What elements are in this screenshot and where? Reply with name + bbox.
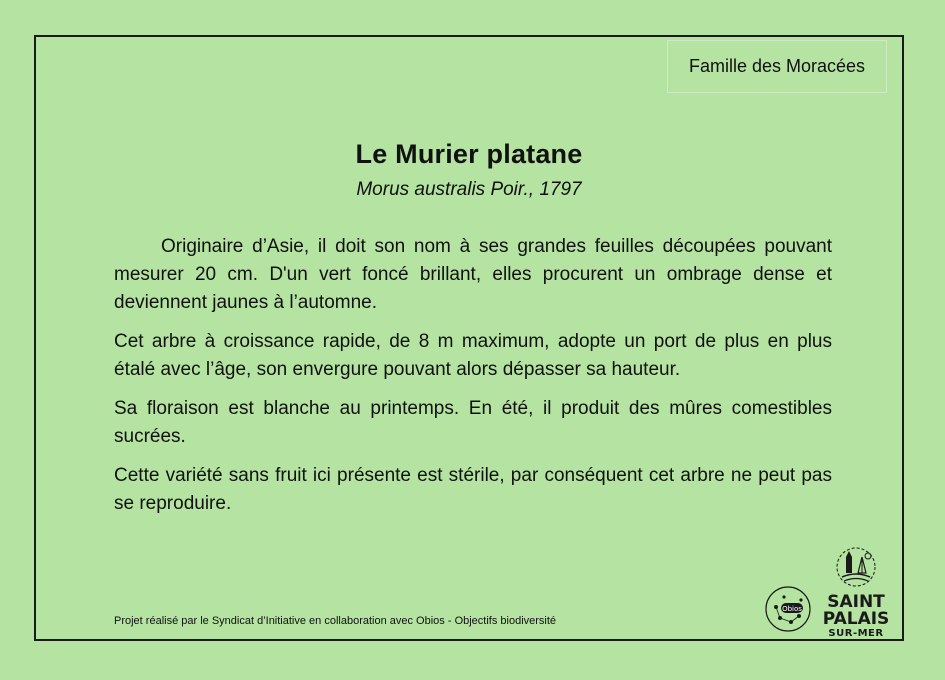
page-title: Le Murier platane	[355, 139, 583, 169]
description	[114, 233, 832, 529]
obios-logo-icon	[764, 585, 812, 633]
sign-frame	[34, 35, 904, 641]
saint-palais-line1: SAINT	[827, 592, 885, 612]
saint-palais-logo	[822, 545, 890, 640]
obios-logo	[764, 585, 812, 633]
paragraph-flowering: Sa floraison est blanche au printemps. En été, il produit des mûres comestibles sucrées.	[114, 398, 832, 447]
saint-palais-line3: SUR-MER	[828, 628, 884, 639]
saint-palais-emblem-icon	[832, 545, 880, 589]
footer-credit: Projet réalisé par le Syndicat d’Initiative en collaboration avec Obios - Objectifs biodiversité	[114, 615, 557, 627]
family-label: Famille des Moracées	[667, 40, 887, 93]
paragraph-origin: Originaire d’Asie, il doit son nom à ses grandes feuilles découpées pouvant mesurer 20 cm. D'un vert foncé brillant, elles procurent un ombrage dense et deviennent jaunes à l’automne.	[114, 236, 832, 313]
svg-text:Obios: Obios	[782, 605, 802, 613]
scientific-name: Morus australis Poir., 1797	[356, 179, 582, 200]
saint-palais-line2: PALAIS	[822, 609, 890, 629]
paragraph-variety: Cette variété sans fruit ici présente est stérile, par conséquent cet arbre ne peut pas se reproduire.	[114, 465, 832, 514]
paragraph-growth: Cet arbre à croissance rapide, de 8 m maximum, adopte un port de plus en plus étalé avec l’âge, son envergure pouvant alors dépasser sa hauteur.	[114, 331, 832, 380]
